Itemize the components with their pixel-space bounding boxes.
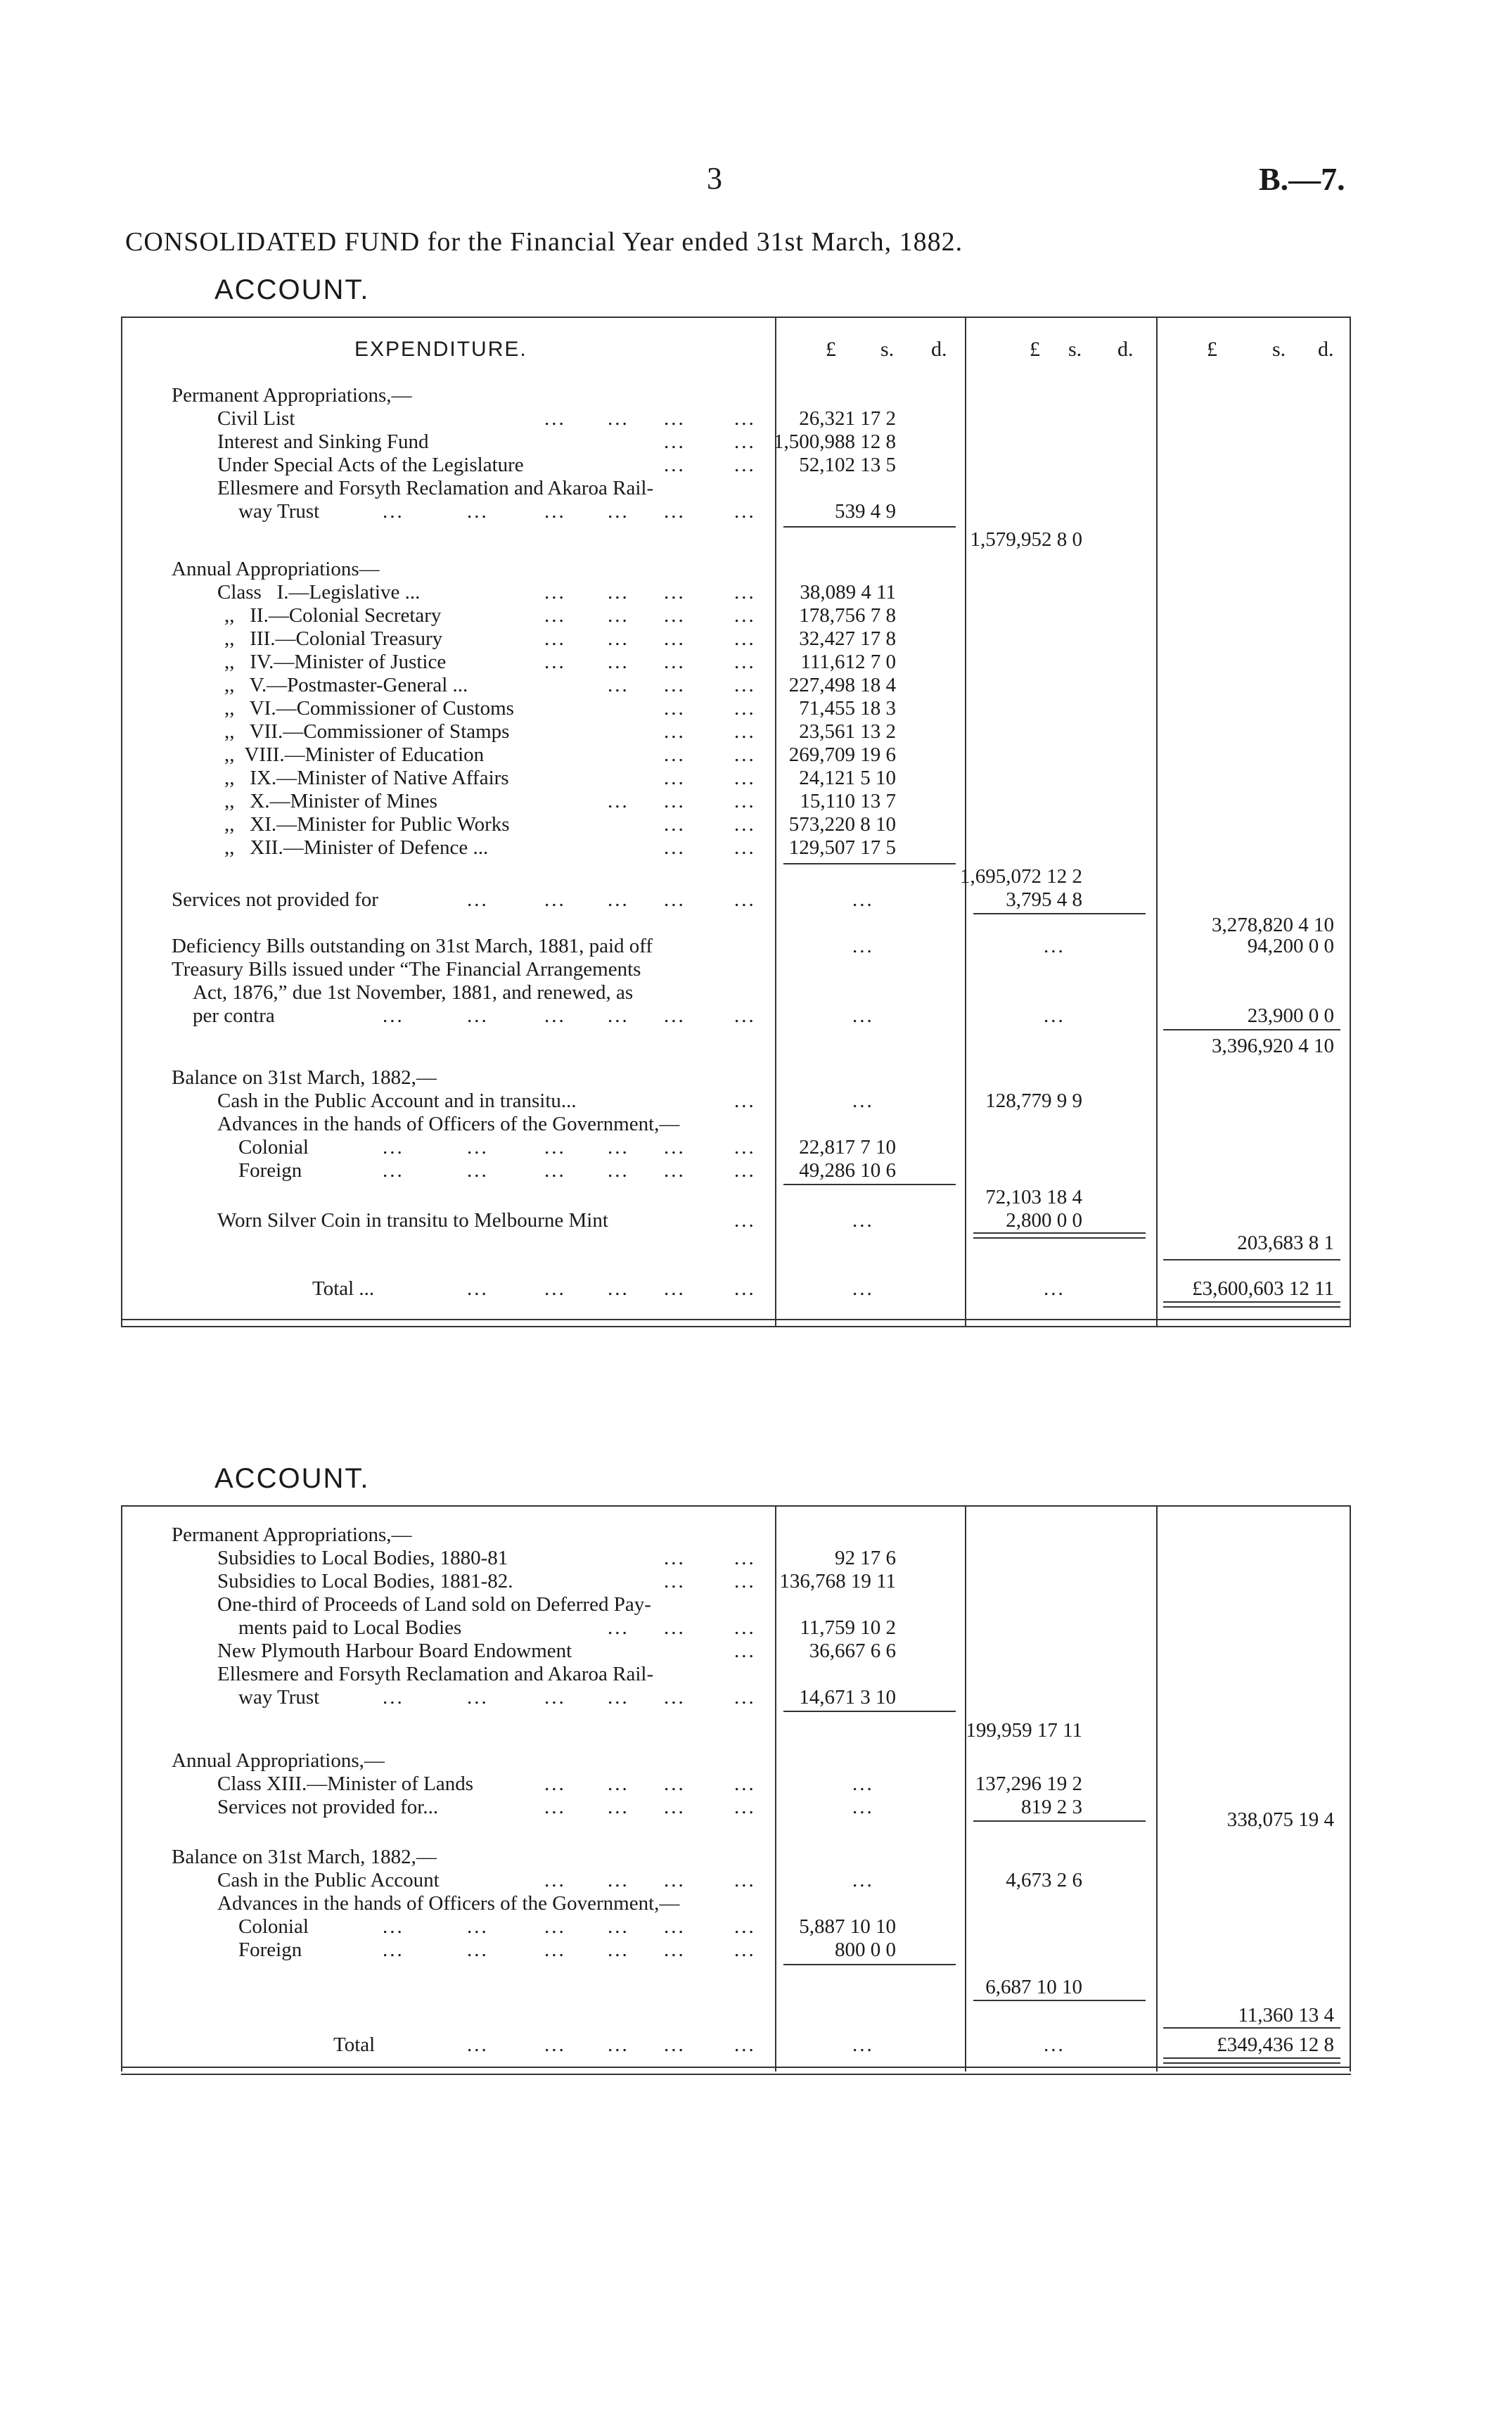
row-leader: ... [608, 790, 629, 812]
section-title: Balance on 31st March, 1882,— [172, 1846, 437, 1868]
section-title: Balance on 31st March, 1882,— [172, 1066, 437, 1089]
row-leader: ... [608, 1915, 629, 1938]
expenditure-heading: EXPENDITURE. [354, 338, 527, 361]
row-leader: ... [664, 813, 686, 836]
row-leader: ... [608, 1939, 629, 1961]
row-leader: ... [608, 1004, 629, 1027]
table-row [122, 604, 1350, 627]
row-leader: ... [467, 1686, 489, 1709]
row-leader: ... [608, 581, 629, 604]
row-leader: ... [544, 1796, 566, 1818]
row-leader: ... [734, 1136, 756, 1158]
row-label: ,, III.—Colonial Treasury [224, 627, 443, 650]
row-amount: 15,110 13 7 [800, 790, 896, 812]
row-leader: ... [734, 1004, 756, 1027]
row-leader: ... [734, 743, 756, 766]
row-leader: ... [467, 2034, 489, 2056]
row-leader: ... [852, 1773, 874, 1795]
row-label: Foreign [238, 1939, 302, 1961]
table-row [122, 1004, 1350, 1028]
row-amount: 52,102 13 5 [799, 454, 896, 476]
table-row [122, 1772, 1350, 1796]
row-leader: ... [852, 2034, 874, 2056]
row-leader: ... [467, 1159, 489, 1182]
pence-header: d. [1318, 338, 1334, 361]
row-leader: ... [734, 500, 756, 523]
row-leader: ... [734, 674, 756, 696]
row-leader: ... [734, 1796, 756, 1818]
row-leader: ... [608, 888, 629, 911]
row-leader: ... [664, 767, 686, 789]
row-label: Cash in the Public Account and in transitu... [217, 1090, 577, 1112]
subtotal-amount: 1,695,072 12 2 [960, 865, 1082, 888]
table-row [122, 1158, 1350, 1182]
account-heading-land-fund: ACCOUNT. [214, 1463, 370, 1494]
table-row [122, 789, 1350, 813]
balance-total: 203,683 8 1 [1237, 1232, 1334, 1254]
row-leader: ... [734, 1773, 756, 1795]
expenditure-account-table [121, 317, 1351, 1326]
row-leader: ... [664, 790, 686, 812]
row-amount: 23,900 0 0 [1247, 1004, 1334, 1027]
row-leader: ... [544, 888, 566, 911]
row-leader: ... [664, 1159, 686, 1182]
row-amount: 111,612 7 0 [800, 651, 896, 673]
table-row [122, 766, 1350, 790]
table-row [122, 743, 1350, 767]
row-amount: 2,800 0 0 [1006, 1209, 1082, 1232]
row-leader: ... [664, 581, 686, 604]
row-leader: ... [734, 1640, 756, 1662]
row-leader: ... [467, 888, 489, 911]
row-leader: ... [608, 1159, 629, 1182]
row-leader: ... [608, 1277, 629, 1300]
table-row [122, 430, 1350, 454]
row-leader: ... [664, 651, 686, 673]
table-row [122, 1685, 1350, 1709]
row-leader: ... [852, 1209, 874, 1232]
row-leader: ... [734, 1686, 756, 1709]
row-leader: ... [608, 1136, 629, 1158]
row-leader: ... [852, 1004, 874, 1027]
row-label: Civil List [217, 407, 295, 430]
row-leader: ... [467, 1939, 489, 1961]
row-leader: ... [664, 500, 686, 523]
row-amount: 137,296 19 2 [975, 1773, 1082, 1795]
total-appropriations: 338,075 19 4 [1226, 1808, 1334, 1831]
row-leader: ... [544, 1939, 566, 1961]
row-leader: ... [734, 767, 756, 789]
row-leader: ... [664, 1939, 686, 1961]
subtotal-amount: 199,959 17 11 [966, 1719, 1082, 1742]
row-leader: ... [664, 1869, 686, 1891]
row-leader: ... [734, 1570, 756, 1592]
row-leader: ... [544, 651, 566, 673]
table-row [122, 720, 1350, 743]
pence-header: d. [1117, 338, 1134, 361]
balance-total: 11,360 13 4 [1238, 2004, 1334, 2026]
row-label: Under Special Acts of the Legislature [217, 454, 524, 476]
row-leader: ... [734, 627, 756, 650]
pence-header: d. [931, 338, 947, 361]
subtotal-amount: 6,687 10 10 [985, 1976, 1082, 1998]
land-fund-account-table [121, 1505, 1351, 2071]
row-label: way Trust [238, 500, 320, 523]
row-leader: ... [664, 1915, 686, 1938]
row-amount: 38,089 4 11 [800, 581, 896, 604]
row-label: ,, VII.—Commissioner of Stamps [224, 720, 510, 743]
row-leader: ... [734, 604, 756, 627]
table-row [122, 1089, 1350, 1113]
row-label: Foreign [238, 1159, 302, 1182]
table-row [122, 673, 1350, 697]
row-leader: ... [664, 454, 686, 476]
row-label: per contra [193, 1004, 275, 1027]
row-leader: ... [734, 1939, 756, 1961]
row-leader: ... [664, 697, 686, 720]
row-leader: ... [664, 1547, 686, 1569]
row-leader: ... [852, 1796, 874, 1818]
row-leader: ... [664, 836, 686, 859]
section-title: Permanent Appropriations,— [172, 384, 412, 407]
row-amount: 36,667 6 6 [809, 1640, 896, 1662]
row-leader: ... [544, 1915, 566, 1938]
row-leader: ... [664, 627, 686, 650]
row-amount: 32,427 17 8 [799, 627, 896, 650]
row-amount: 128,779 9 9 [985, 1090, 1082, 1112]
row-amount: 3,795 4 8 [1006, 888, 1082, 911]
table-row [122, 580, 1350, 604]
row-amount: 5,887 10 10 [799, 1915, 896, 1938]
row-amount: 23,561 13 2 [799, 720, 896, 743]
row-leader: ... [608, 1616, 629, 1639]
table-row [122, 1639, 1350, 1663]
row-leader: ... [664, 888, 686, 911]
row-leader: ... [734, 888, 756, 911]
row-leader: ... [383, 1686, 404, 1709]
table-row [122, 1868, 1350, 1892]
row-leader: ... [383, 500, 404, 523]
row-label: ,, VI.—Commissioner of Customs [224, 697, 514, 720]
page-title: CONSOLIDATED FUND for the Financial Year ended 31st March, 1882. [125, 227, 963, 257]
total-row [122, 2033, 1350, 2057]
row-leader: ... [664, 604, 686, 627]
total-label: Total ... [312, 1277, 375, 1300]
grand-total: £3,600,603 12 11 [1192, 1277, 1334, 1300]
row-leader: ... [383, 1915, 404, 1938]
row-label: ,, IV.—Minister of Justice [224, 651, 447, 673]
row-label: ments paid to Local Bodies [238, 1616, 462, 1639]
row-leader: ... [734, 790, 756, 812]
grand-total: £349,436 12 8 [1217, 2034, 1334, 2056]
row-leader: ... [734, 430, 756, 453]
table-row [122, 453, 1350, 477]
row-leader: ... [383, 1159, 404, 1182]
row-leader: ... [608, 1773, 629, 1795]
row-leader: ... [734, 581, 756, 604]
row-leader: ... [664, 430, 686, 453]
row-label: Ellesmere and Forsyth Reclamation and Akaroa Rail- [217, 477, 654, 499]
row-leader: ... [734, 1277, 756, 1300]
row-leader: ... [664, 1136, 686, 1158]
row-leader: ... [467, 1277, 489, 1300]
row-leader: ... [544, 1159, 566, 1182]
row-leader: ... [852, 935, 874, 957]
document-reference: B.—7. [1259, 161, 1345, 197]
row-leader: ... [664, 743, 686, 766]
row-label: Advances in the hands of Officers of the Government,— [217, 1892, 680, 1915]
row-label: Colonial [238, 1915, 309, 1938]
table-row [122, 1208, 1350, 1232]
row-leader: ... [852, 1090, 874, 1112]
row-leader: ... [734, 1547, 756, 1569]
row-leader: ... [664, 1773, 686, 1795]
row-label: Class XIII.—Minister of Lands [217, 1773, 474, 1795]
table-row [122, 1135, 1350, 1159]
row-leader: ... [544, 2034, 566, 2056]
row-leader: ... [664, 1796, 686, 1818]
pound-header: £ [1207, 338, 1217, 361]
row-leader: ... [1044, 1277, 1065, 1300]
row-leader: ... [734, 651, 756, 673]
table-row [122, 499, 1350, 523]
row-leader: ... [664, 720, 686, 743]
row-leader: ... [734, 836, 756, 859]
row-amount: 94,200 0 0 [1247, 935, 1334, 957]
page-number: 3 [707, 161, 722, 196]
row-label: ,, X.—Minister of Mines [224, 790, 437, 812]
row-label: Cash in the Public Account [217, 1869, 440, 1891]
row-amount: 573,220 8 10 [788, 813, 896, 836]
row-leader: ... [664, 1004, 686, 1027]
row-leader: ... [383, 1136, 404, 1158]
row-leader: ... [664, 1686, 686, 1709]
row-label: ,, V.—Postmaster-General ... [224, 674, 468, 696]
table-row [122, 407, 1350, 430]
row-label: ,, VIII.—Minister of Education [224, 743, 485, 766]
table-row [122, 1569, 1350, 1593]
row-leader: ... [734, 1209, 756, 1232]
row-label: Subsidies to Local Bodies, 1880-81 [217, 1547, 508, 1569]
row-leader: ... [544, 407, 566, 430]
table-row [122, 1616, 1350, 1640]
row-leader: ... [734, 1915, 756, 1938]
row-amount: 92 17 6 [835, 1547, 896, 1569]
row-leader: ... [734, 813, 756, 836]
table-row [122, 1915, 1350, 1939]
row-label: ,, IX.—Minister of Native Affairs [224, 767, 509, 789]
row-leader: ... [734, 1869, 756, 1891]
row-leader: ... [608, 604, 629, 627]
row-leader: ... [383, 1004, 404, 1027]
row-amount: 269,709 19 6 [788, 743, 896, 766]
row-leader: ... [467, 1004, 489, 1027]
row-leader: ... [664, 2034, 686, 2056]
row-amount: 49,286 10 6 [799, 1159, 896, 1182]
row-leader: ... [664, 674, 686, 696]
subtotal-amount: 3,396,920 4 10 [1212, 1035, 1334, 1057]
row-leader: ... [734, 2034, 756, 2056]
section-title: Annual Appropriations,— [172, 1749, 385, 1772]
subtotal-amount: 72,103 18 4 [985, 1186, 1082, 1208]
table-row [122, 1938, 1350, 1962]
row-leader: ... [544, 1869, 566, 1891]
row-leader: ... [544, 1136, 566, 1158]
row-label: ,, XI.—Minister for Public Works [224, 813, 510, 836]
shillings-header: s. [880, 338, 895, 361]
row-leader: ... [664, 1277, 686, 1300]
row-leader: ... [852, 888, 874, 911]
row-amount: 14,671 3 10 [799, 1686, 896, 1709]
row-label: Services not provided for [172, 888, 378, 911]
row-label: Class I.—Legislative ... [217, 581, 421, 604]
row-leader: ... [544, 500, 566, 523]
row-label: Deficiency Bills outstanding on 31st March, 1881, paid off [172, 935, 653, 957]
row-leader: ... [734, 1090, 756, 1112]
row-label: Treasury Bills issued under “The Financial Arrangements [172, 958, 641, 981]
table-row [122, 888, 1350, 912]
row-label: New Plymouth Harbour Board Endowment [217, 1640, 572, 1662]
row-leader: ... [608, 2034, 629, 2056]
table-row [122, 696, 1350, 720]
shillings-header: s. [1272, 338, 1286, 361]
row-leader: ... [1044, 2034, 1065, 2056]
row-amount: 24,121 5 10 [799, 767, 896, 789]
total-label: Total [333, 2034, 376, 2056]
row-label: Ellesmere and Forsyth Reclamation and Akaroa Rail- [217, 1663, 654, 1685]
row-leader: ... [544, 581, 566, 604]
row-leader: ... [467, 1915, 489, 1938]
row-leader: ... [608, 627, 629, 650]
subtotal-amount: 1,579,952 8 0 [970, 528, 1082, 551]
row-leader: ... [544, 1277, 566, 1300]
row-amount: 800 0 0 [835, 1939, 896, 1961]
row-label: ,, II.—Colonial Secretary [224, 604, 442, 627]
row-leader: ... [608, 1686, 629, 1709]
row-label: Advances in the hands of Officers of the Government,— [217, 1113, 680, 1135]
row-leader: ... [664, 1616, 686, 1639]
table-row [122, 934, 1350, 958]
row-leader: ... [544, 1004, 566, 1027]
row-leader: ... [734, 407, 756, 430]
row-leader: ... [467, 1136, 489, 1158]
row-leader: ... [852, 1277, 874, 1300]
pound-header: £ [1030, 338, 1040, 361]
row-leader: ... [608, 1796, 629, 1818]
row-leader: ... [383, 1939, 404, 1961]
row-amount: 539 4 9 [835, 500, 896, 523]
row-amount: 136,768 19 11 [779, 1570, 896, 1592]
row-amount: 22,817 7 10 [799, 1136, 896, 1158]
table-row [122, 836, 1350, 860]
row-amount: 26,321 17 2 [799, 407, 896, 430]
row-leader: ... [608, 407, 629, 430]
row-leader: ... [1044, 935, 1065, 957]
row-leader: ... [734, 720, 756, 743]
total-row [122, 1277, 1350, 1301]
row-label: Colonial [238, 1136, 309, 1158]
row-amount: 819 2 3 [1021, 1796, 1082, 1818]
row-leader: ... [608, 674, 629, 696]
account-heading-expenditure: ACCOUNT. [214, 274, 370, 305]
total-appropriations: 3,278,820 4 10 [1212, 914, 1334, 936]
row-label: Services not provided for... [217, 1796, 439, 1818]
row-label: One-third of Proceeds of Land sold on Deferred Pay- [217, 1593, 651, 1616]
row-leader: ... [467, 500, 489, 523]
row-leader: ... [608, 500, 629, 523]
row-leader: ... [608, 1869, 629, 1891]
row-label: Interest and Sinking Fund [217, 430, 429, 453]
row-amount: 11,759 10 2 [800, 1616, 896, 1639]
row-amount: 4,673 2 6 [1006, 1869, 1082, 1891]
row-leader: ... [852, 1869, 874, 1891]
row-label: way Trust [238, 1686, 320, 1709]
row-leader: ... [734, 454, 756, 476]
row-label: Subsidies to Local Bodies, 1881-82. [217, 1570, 513, 1592]
row-leader: ... [734, 1159, 756, 1182]
table-row [122, 1546, 1350, 1570]
row-leader: ... [734, 1616, 756, 1639]
row-amount: 71,455 18 3 [799, 697, 896, 720]
pound-header: £ [826, 338, 836, 361]
row-label: Act, 1876,” due 1st November, 1881, and renewed, as [193, 981, 634, 1004]
section-title: Annual Appropriations— [172, 558, 380, 580]
section-title: Permanent Appropriations,— [172, 1524, 412, 1546]
row-leader: ... [544, 627, 566, 650]
row-leader: ... [664, 407, 686, 430]
row-amount: 178,756 7 8 [799, 604, 896, 627]
row-amount: 129,507 17 5 [788, 836, 896, 859]
row-leader: ... [544, 604, 566, 627]
row-leader: ... [608, 651, 629, 673]
table-row [122, 812, 1350, 836]
shillings-header: s. [1068, 338, 1082, 361]
row-amount: 227,498 18 4 [788, 674, 896, 696]
table-row [122, 650, 1350, 674]
row-leader: ... [1044, 1004, 1065, 1027]
table-row [122, 627, 1350, 651]
row-label: ,, XII.—Minister of Defence ... [224, 836, 489, 859]
row-leader: ... [664, 1570, 686, 1592]
row-leader: ... [734, 697, 756, 720]
row-leader: ... [544, 1773, 566, 1795]
row-label: Worn Silver Coin in transitu to Melbourne Mint [217, 1209, 608, 1232]
row-leader: ... [544, 1686, 566, 1709]
row-amount: 1,500,988 12 8 [774, 430, 896, 453]
